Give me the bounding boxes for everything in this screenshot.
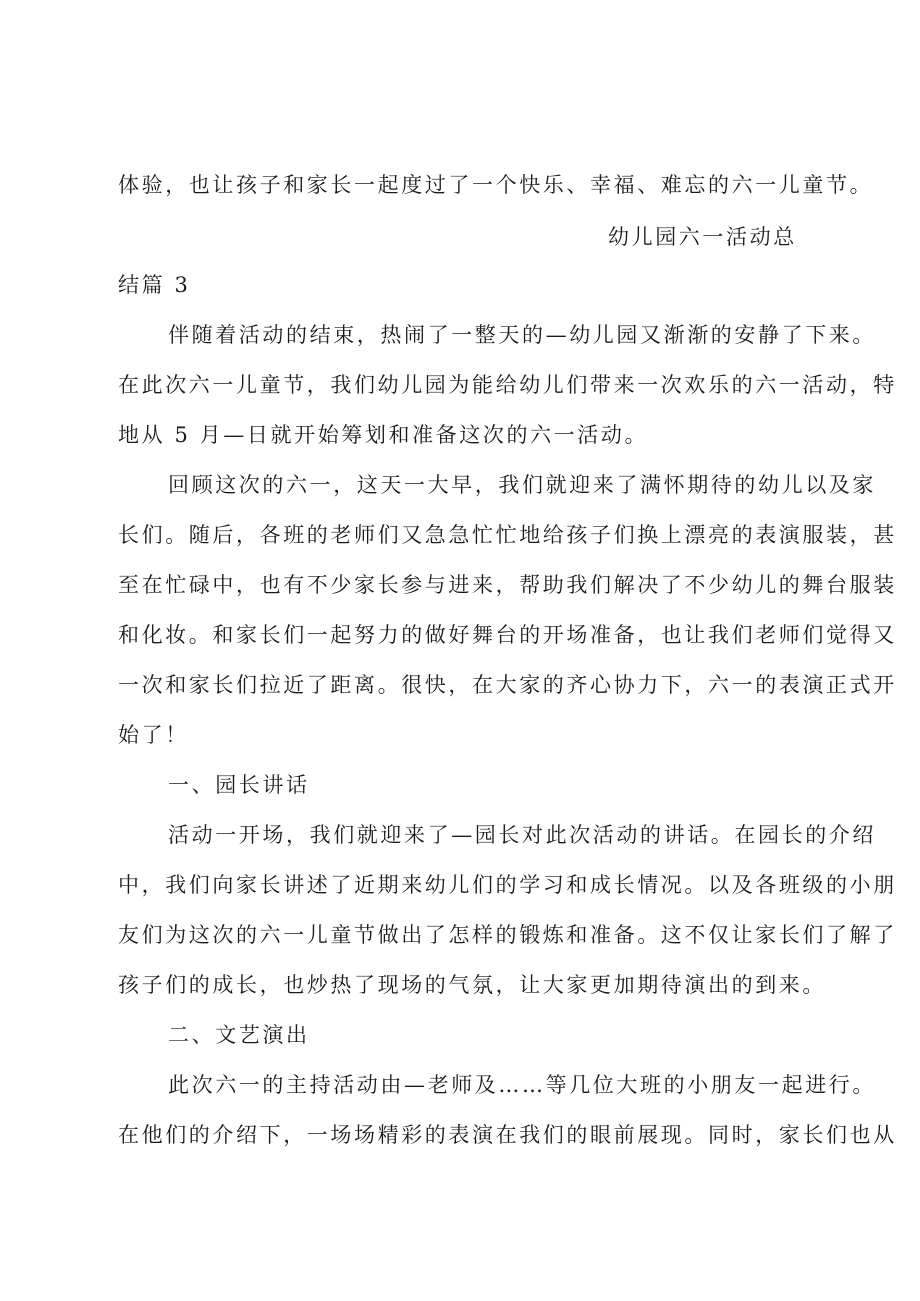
paragraph-1-line-2: 在此次六一儿童节，我们幼儿园为能给幼儿们带来一次欢乐的六一活动，特 — [118, 373, 897, 397]
paragraph-1-line-3: 地从 5 月—日就开始筹划和准备这次的六一活动。 — [118, 423, 649, 447]
paragraph-2-line-3: 至在忙碌中，也有不少家长参与进来，帮助我们解决了不少幼儿的舞台服装 — [118, 573, 897, 597]
paragraph-3-line-1: 活动一开场，我们就迎来了—园长对此次活动的讲话。在园长的介绍 — [168, 823, 876, 847]
paragraph-4-line-2: 在他们的介绍下，一场场精彩的表演在我们的眼前展现。同时，家长们也从 — [118, 1123, 897, 1147]
paragraph-2-line-6: 始了！ — [118, 723, 189, 747]
paragraph-2-line-5: 一次和家长们拉近了距离。很快，在大家的齐心协力下，六一的表演正式开 — [118, 673, 897, 697]
paragraph-3-line-2: 中，我们向家长讲述了近期来幼儿们的学习和成长情况。以及各班级的小朋 — [118, 873, 897, 897]
section-title-part-1: 幼儿园六一活动总 — [608, 225, 797, 249]
heading-performance: 二、文艺演出 — [168, 1023, 310, 1047]
paragraph-3-line-3: 友们为这次的六一儿童节做出了怎样的锻炼和准备。这不仅让家长们了解了 — [118, 923, 897, 947]
paragraph-2-line-2: 长们。随后，各班的老师们又急急忙忙地给孩子们换上漂亮的表演服装，甚 — [118, 523, 897, 547]
section-title-part-2: 结篇 3 — [118, 273, 191, 297]
text-line-1: 体验，也让孩子和家长一起度过了一个快乐、幸福、难忘的六一儿童节。 — [118, 173, 874, 197]
heading-principal-speech: 一、园长讲话 — [168, 773, 310, 797]
paragraph-3-line-4: 孩子们的成长，也炒热了现场的气氛，让大家更加期待演出的到来。 — [118, 973, 826, 997]
paragraph-1-line-1: 伴随着活动的结束，热闹了一整天的—幼儿园又渐渐的安静了下来。 — [168, 323, 876, 347]
paragraph-4-line-1: 此次六一的主持活动由—老师及……等几位大班的小朋友一起进行。 — [168, 1073, 876, 1097]
paragraph-2-line-4: 和化妆。和家长们一起努力的做好舞台的开场准备，也让我们老师们觉得又 — [118, 623, 897, 647]
paragraph-2-line-1: 回顾这次的六一，这天一大早，我们就迎来了满怀期待的幼儿以及家 — [168, 473, 876, 497]
